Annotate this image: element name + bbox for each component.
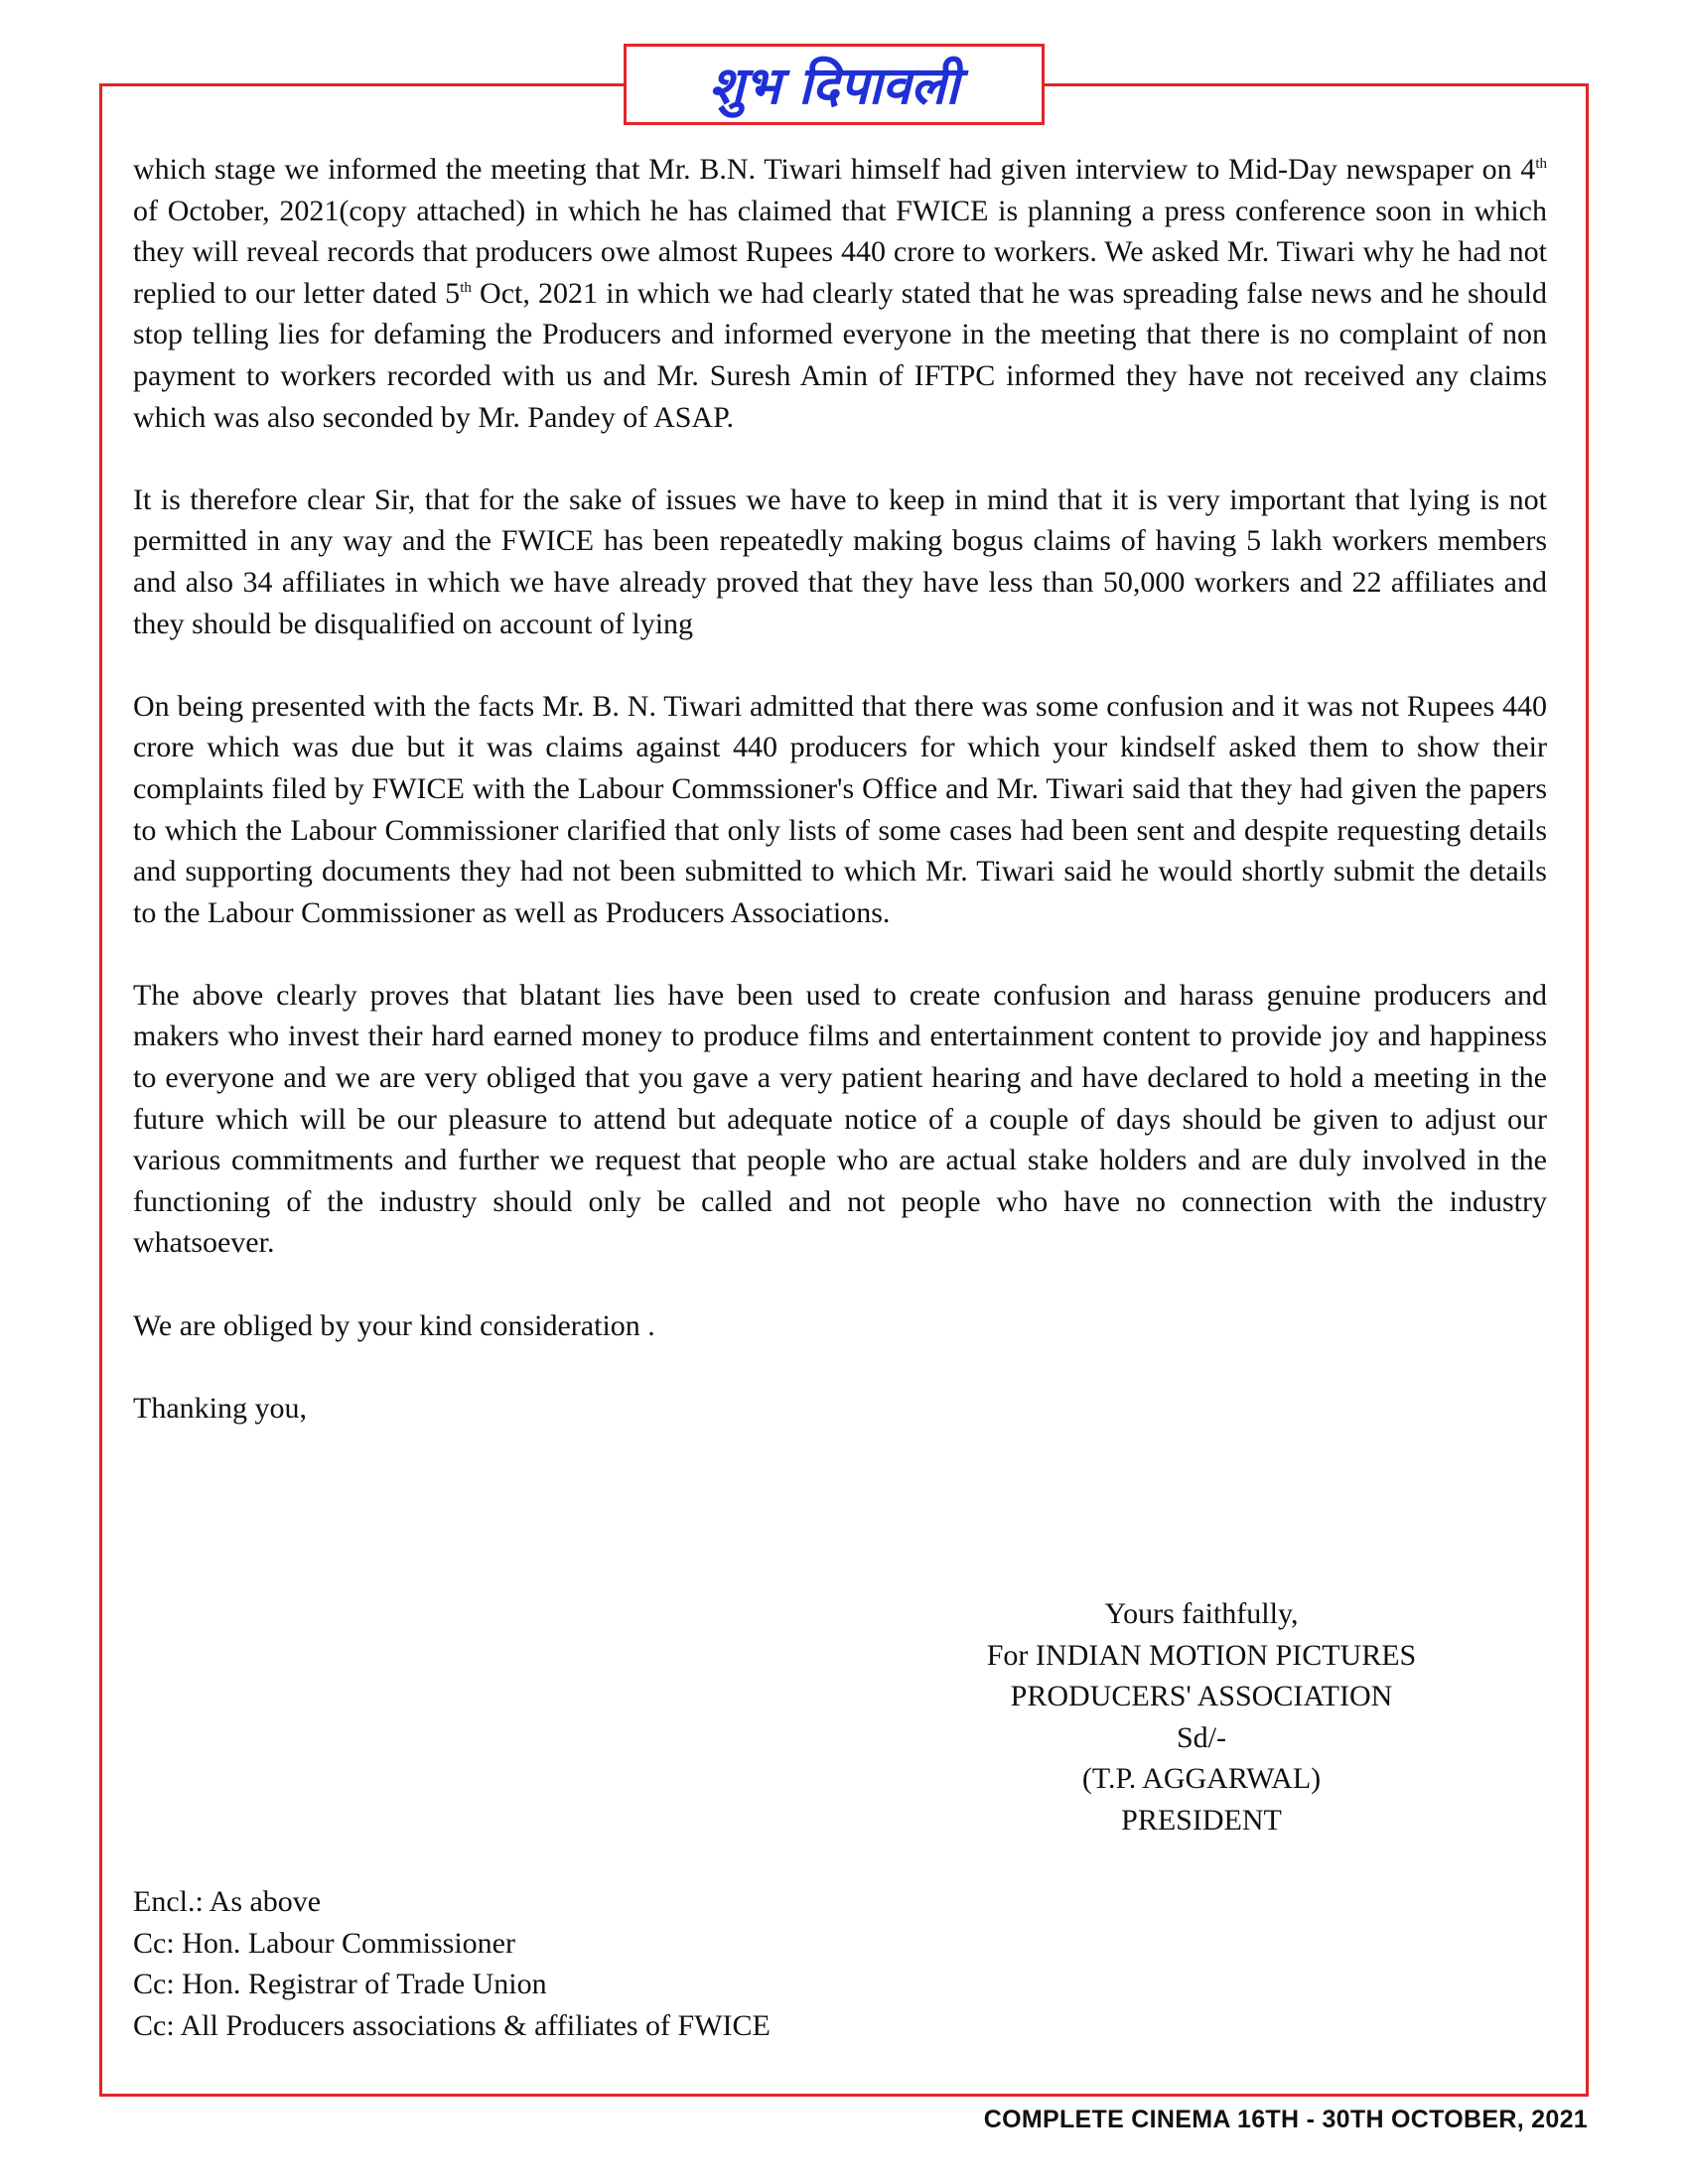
- cc-line: Cc: All Producers associations & affiliates of FWICE: [133, 2008, 771, 2042]
- signature-line: (T.P. AGGARWAL): [1081, 1762, 1322, 1796]
- ordinal-suffix: th: [460, 279, 472, 296]
- signature-line: PRESIDENT: [1121, 1803, 1282, 1837]
- logo-script-graphic: [635, 50, 1033, 119]
- paragraph-2: It is therefore clear Sir, that for the sake of issues we have to keep in mind that it is very important that lying is not permitted in any way and the FWICE has been repeatedly making bogus claims of having 5 lakh workers members and also 34 affiliates in which we have already proved that they have less than 50,000 workers and 22 affiliates and they should be disqualified on account of lying: [133, 482, 1547, 640]
- logo-text: शुभ दिपावली: [709, 57, 959, 116]
- paragraph-1: which stage we informed the meeting that Mr. B.N. Tiwari himself had given interview to Mid-Day newspaper on 4th of October, 2021(copy attached) in which he has claimed that FWICE is planning a press conference soon in which they will reveal records that producers owe almost Rupees 440 crore to workers. We asked Mr. Tiwari why he had not replied to our letter dated 5th Oct, 2021 in which we had clearly stated that he was spreading false news and he should stop telling lies for defaming the Producers and informed everyone in the meeting that there is no complaint of non payment to workers recorded with us and Mr. Suresh Amin of IFTPC informed they have not received any claims which was also seconded by Mr. Pandey of ASAP.: [133, 153, 1548, 434]
- signature-line: For INDIAN MOTION PICTURES: [986, 1638, 1417, 1672]
- publication-footer: COMPLETE CINEMA 16TH - 30TH OCTOBER, 2021: [983, 2106, 1588, 2133]
- signature-line: Yours faithfully,: [1104, 1597, 1299, 1630]
- signature-line: Sd/-: [1176, 1720, 1226, 1754]
- closing-line: We are obliged by your kind consideration .: [133, 1308, 655, 1342]
- thanking-line: Thanking you,: [133, 1391, 307, 1425]
- enclosures-list: [133, 1881, 771, 2046]
- shubh-dipawali-logo: [624, 44, 1045, 125]
- signature-line: PRODUCERS' ASSOCIATION: [1010, 1680, 1393, 1713]
- enclosure-line: Encl.: As above: [133, 1885, 322, 1918]
- cc-line: Cc: Hon. Labour Commissioner: [133, 1926, 515, 1960]
- ordinal-suffix: th: [1535, 156, 1547, 172]
- paragraph-4: The above clearly proves that blatant lies have been used to create confusion and harass genuine producers and makers who invest their hard earned money to produce films and entertainment content to provide joy and happiness to everyone and we are very obliged that you gave a very patient hearing and have declared to hold a meeting in the future which will be our pleasure to attend but adequate notice of a couple of days should be given to adjust our various commitments and further we request that people who are actual stake holders and are duly involved in the functioning of the industry should only be called and not people who have no connection with the industry whatsoever.: [133, 978, 1547, 1260]
- letter-body: [133, 149, 1547, 1429]
- cc-line: Cc: Hon. Registrar of Trade Union: [133, 1968, 547, 2001]
- signature-block: [874, 1593, 1529, 1842]
- paragraph-3: On being presented with the facts Mr. B. N. Tiwari admitted that there was some confusion and it was not Rupees 440 crore which was due but it was claims against 440 producers for which your kindself asked them to show their complaints filed by FWICE with the Labour Commssioner's Office and Mr. Tiwari said that they had given the papers to which the Labour Commissioner clarified that only lists of some cases had been sent and despite requesting details and supporting documents they had not been submitted to which Mr. Tiwari said he would shortly submit the details to the Labour Commissioner as well as Producers Associations.: [133, 689, 1547, 929]
